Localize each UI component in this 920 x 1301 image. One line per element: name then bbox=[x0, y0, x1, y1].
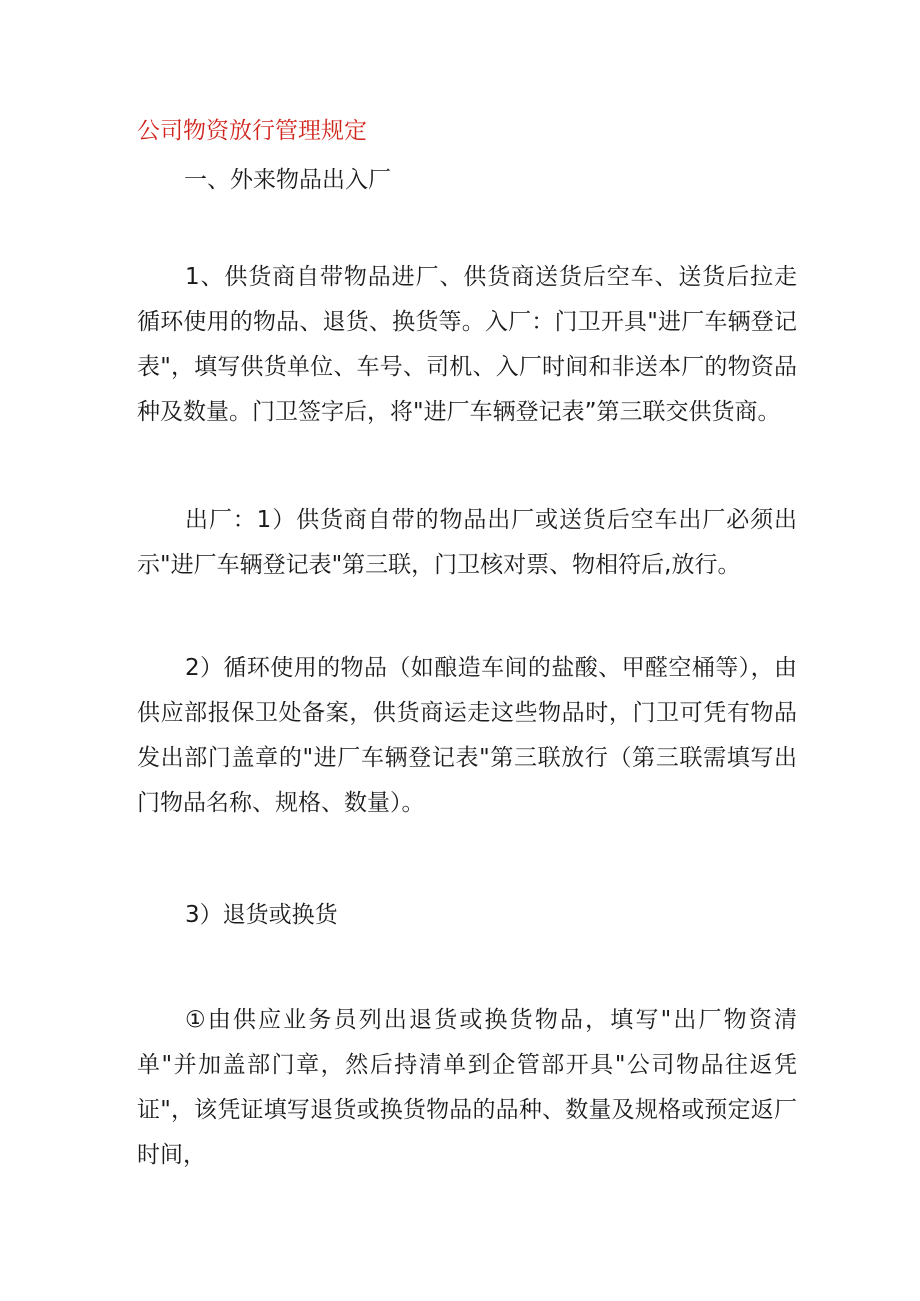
paragraph-return-exchange-step-1: ①由供应业务员列出退货或换货物品，填写"出厂物资清单"并加盖部门章，然后持清单到企管部开具"公司物品往返凭证"，该凭证填写退货或换货物品的品种、数量及规格或预定返厂时间， bbox=[137, 1007, 797, 1168]
paragraph-exit-rule-3-heading: 3）退货或换货 bbox=[185, 902, 338, 928]
document-title: 公司物资放行管理规定 bbox=[137, 118, 367, 144]
paragraph-exit-rule-1: 出厂：1）供货商自带的物品出厂或送货后空车出厂必须出示"进厂车辆登记表"第三联，门卫核对票、物相符后,放行。 bbox=[137, 507, 797, 578]
paragraph-exit-rule-2: 2）循环使用的物品（如酿造车间的盐酸、甲醛空桶等），由供应部报保卫处备案，供货商运走这些物品时，门卫可凭有物品发出部门盖章的"进厂车辆登记表"第三联放行（第三联需填写出门物品名称、规格、数量）。 bbox=[137, 655, 797, 816]
section-heading: 一、外来物品出入厂 bbox=[184, 167, 391, 193]
paragraph-entry-procedure: 1、供货商自带物品进厂、供货商送货后空车、送货后拉走循环使用的物品、退货、换货等。入厂：门卫开具"进厂车辆登记表"，填写供货单位、车号、司机、入厂时间和非送本厂的物资品种及数量。门卫签字后，将"进厂车辆登记表”第三联交供货商。 bbox=[137, 264, 797, 425]
